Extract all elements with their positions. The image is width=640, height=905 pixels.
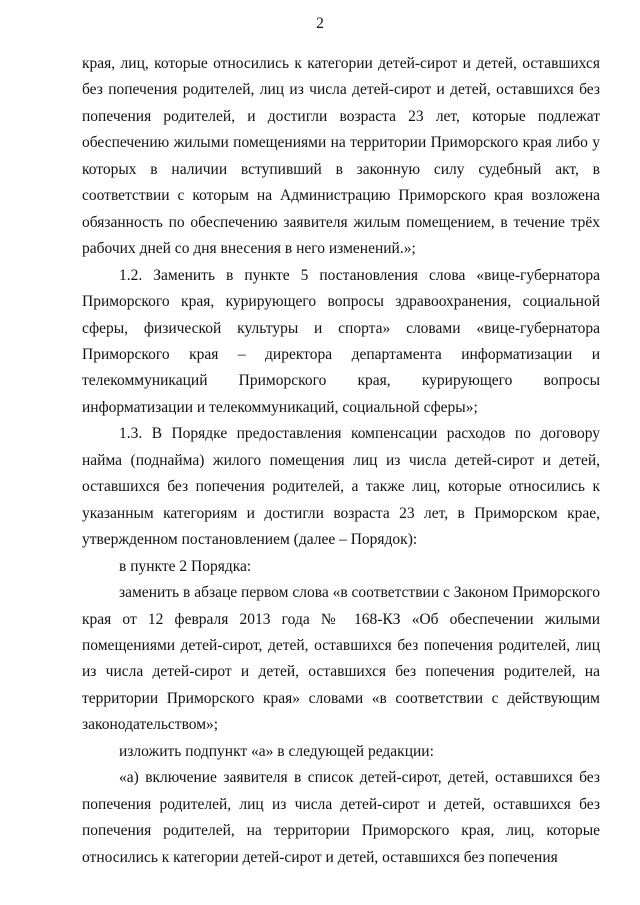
paragraph-continuation: края, лиц, которые относились к категории детей-сирот и детей, оставшихся без попечения родителей, лиц из числа детей-сирот и детей, оставшихся без попечения родителей, и достигли возраста 23 лет, которые подлежат обеспечению жилыми помещениями на территории Приморского края либо у которых в наличии вступивший в законную силу судебный акт, в соответствии с которым на Администрацию Приморского края возложена обязанность по обеспечению заявителя жилым помещением, в течение трёх рабочих дней со дня внесения в него изменений.»;	[82, 55, 600, 258]
paragraph-subpoint-a-intro: изложить подпункт «а» в следующей редакции:	[119, 742, 434, 760]
document-body	[82, 51, 600, 871]
page-number: 2	[316, 15, 324, 32]
paragraph-subpoint-a: «а) включение заявителя в список детей-сирот, детей, оставшихся без попечения родителей, лиц из числа детей-сирот и детей, оставшихся без попечения родителей, на территории Приморского края, лиц, которые относились к категории детей-сирот и детей, оставшихся без попечения	[82, 769, 600, 866]
paragraph-item-1-3: 1.3. В Порядке предоставления компенсации расходов по договору найма (поднайма) жилого помещения лиц из числа детей-сирот и детей, оставшихся без попечения родителей, а также лиц, которые относились к указанным категориям и достигли возраста 23 лет, в Приморском крае, утвержденном постановлением (далее – Порядок):	[82, 425, 600, 549]
paragraph-replace-words: заменить в абзаце первом слова «в соответствии с Законом Приморского края от 12 февраля 2013 года № 168-КЗ «Об обеспечении жилыми помещениями детей-сирот, детей, оставшихся без попечения родителей, лиц из числа детей-сирот и детей, оставшихся без попечения родителей, на территории Приморского края» словами «в соответствии с действующим законодательством»;	[82, 584, 600, 734]
paragraph-point-2: в пункте 2 Порядка:	[119, 557, 252, 575]
paragraph-item-1-2: 1.2. Заменить в пункте 5 постановления слова «вице-губернатора Приморского края, курирующего вопросы здравоохранения, социальной сферы, физической культуры и спорта» словами «вице-губернатора Приморского края – директора департамента информатизации и телекоммуникаций Приморского края, курирующего вопросы информатизации и телекоммуникаций, социальной сферы»;	[82, 266, 600, 416]
